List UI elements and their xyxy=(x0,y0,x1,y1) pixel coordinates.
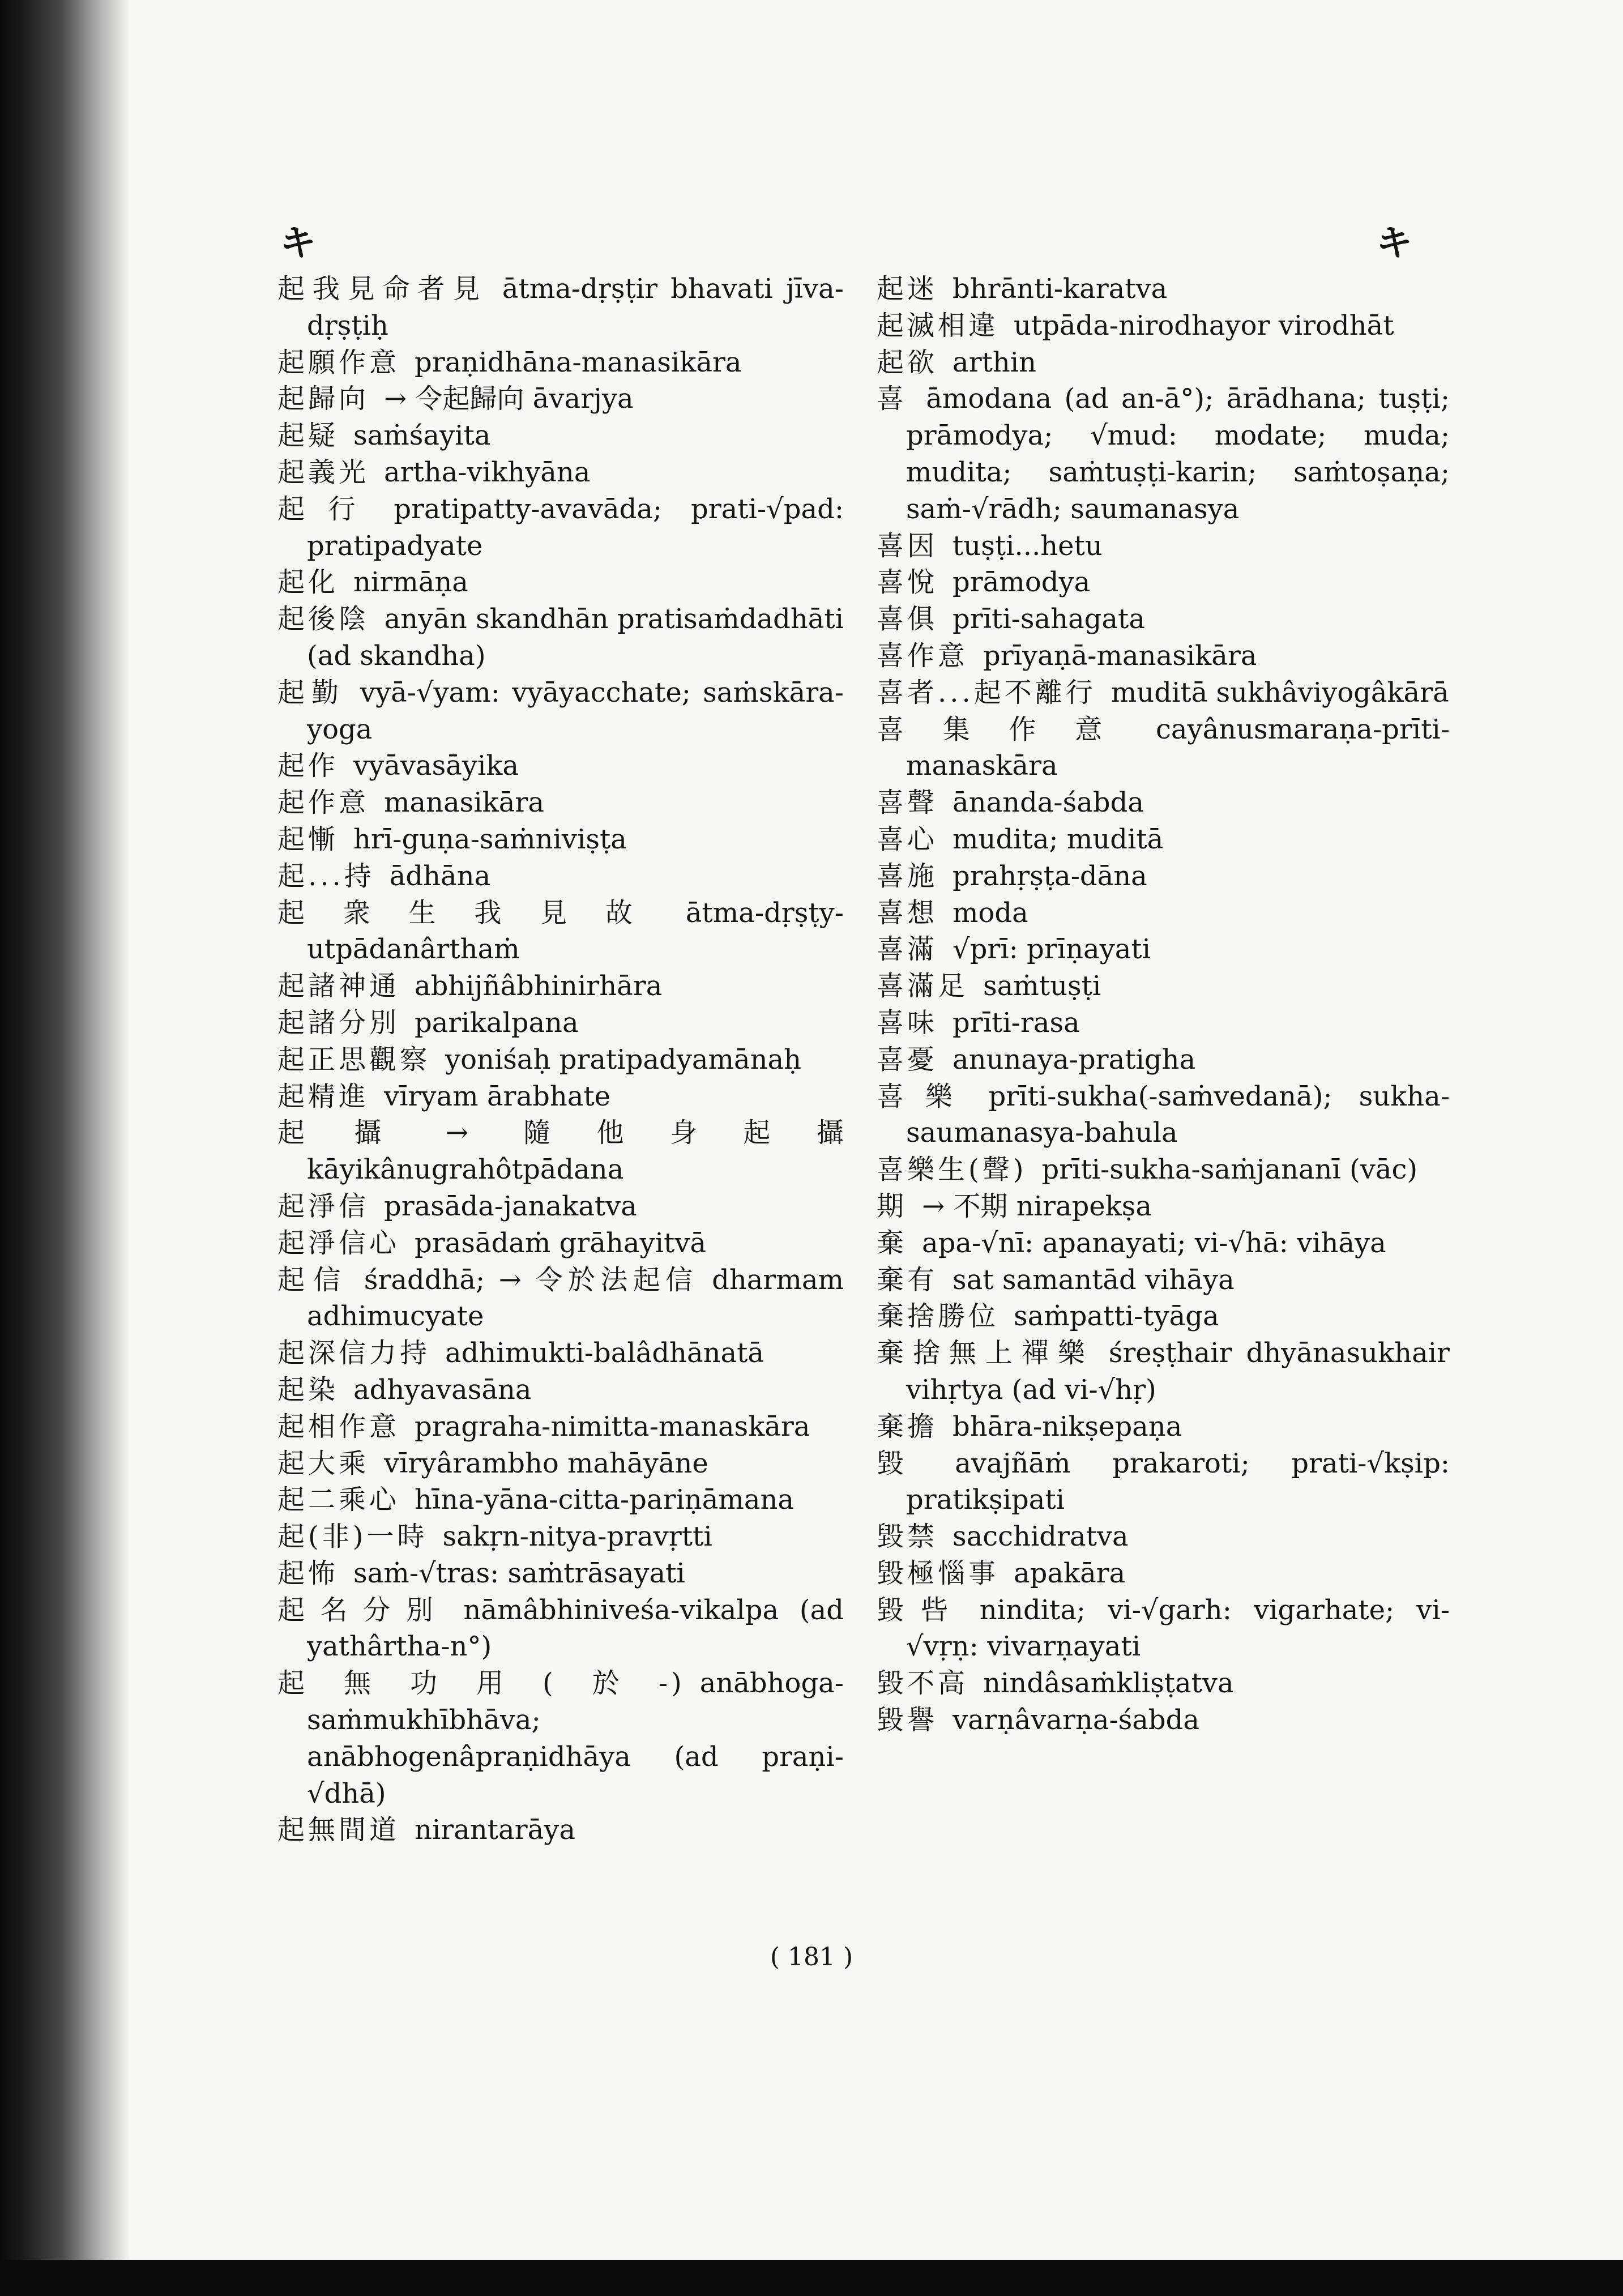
entry-headword: 起化 xyxy=(277,566,339,599)
entry-headword: 起勤 xyxy=(277,676,345,709)
entry-headword: 起衆生我見故 xyxy=(277,897,671,929)
entry-sanskrit-gloss: → 令起歸向 āvarjya xyxy=(384,383,634,415)
dictionary-entry xyxy=(877,858,1450,895)
entry-headword: 喜心 xyxy=(877,823,938,855)
entry-headword: 起歸向 xyxy=(277,383,370,415)
entry-headword: 喜味 xyxy=(877,1006,938,1039)
entry-headword: 喜作意 xyxy=(877,639,969,672)
entry-sanskrit-gloss: √prī: prīṇayati xyxy=(953,933,1151,966)
dictionary-entry xyxy=(877,308,1450,344)
dictionary-entry xyxy=(277,675,844,748)
dictionary-entry xyxy=(277,1555,844,1592)
entry-headword: 喜滿 xyxy=(877,933,938,966)
entry-sanskrit-gloss: vīryârambho mahāyāne xyxy=(384,1447,708,1479)
entry-sanskrit-gloss: apa-√nī: apanayati; vi-√hā: vihāya xyxy=(922,1227,1386,1259)
running-header-left: キ xyxy=(280,222,316,264)
entry-sanskrit-gloss: anābhoga-saṁmukhībhāva; anābhogenâpraṇidhāya (ad praṇi-√dhā) xyxy=(307,1667,844,1810)
entry-sanskrit-gloss: prāmodya xyxy=(953,566,1091,599)
dictionary-entry xyxy=(277,1115,844,1188)
entry-headword: 起我見命者見 xyxy=(277,273,488,305)
entry-headword: 起相作意 xyxy=(277,1410,400,1443)
entry-sanskrit-gloss: prasāda-janakatva xyxy=(384,1190,637,1222)
entry-sanskrit-gloss: śraddhā; → 令於法起信 dharmam adhimucyate xyxy=(307,1264,844,1333)
entry-headword: 起願作意 xyxy=(277,346,400,378)
entry-headword: 起二乘心 xyxy=(277,1484,400,1516)
dictionary-entry xyxy=(277,821,844,858)
entry-headword: 起...持 xyxy=(277,860,375,892)
dictionary-entry xyxy=(277,1409,844,1445)
entry-sanskrit-gloss: avajñāṁ prakaroti; prati-√kṣip: pratikṣipati xyxy=(906,1447,1450,1516)
dictionary-entry xyxy=(277,344,844,381)
entry-headword: 喜因 xyxy=(877,530,938,562)
dictionary-entry xyxy=(877,895,1450,932)
dictionary-entry xyxy=(877,1078,1450,1152)
entry-sanskrit-gloss: mudita; muditā xyxy=(953,823,1164,855)
dictionary-entry xyxy=(877,1298,1450,1335)
entry-sanskrit-gloss: āmodana (ad an-ā°); ārādhana; tuṣṭi; prāmodya; √mud: modate; muda; mudita; saṁtuṣṭi-karin; saṁtoṣaṇa; saṁ-√rādh; saumanasya xyxy=(906,383,1450,525)
dictionary-entry xyxy=(877,528,1450,565)
dictionary-entry xyxy=(277,1445,844,1482)
entry-headword: 棄捨勝位 xyxy=(877,1300,1000,1333)
entry-sanskrit-gloss: saṁpatti-tyāga xyxy=(1014,1300,1219,1333)
dictionary-entry xyxy=(277,1665,844,1812)
dictionary-entry xyxy=(277,381,844,417)
entry-sanskrit-gloss: muditā sukhâviyogâkārā xyxy=(1111,676,1449,709)
entry-sanskrit-gloss: apakāra xyxy=(1014,1557,1126,1589)
entry-sanskrit-gloss: prīti-sukha(-saṁvedanā); sukha-saumanasya-bahula xyxy=(906,1080,1450,1149)
entry-sanskrit-gloss: utpāda-nirodhayor virodhāt xyxy=(1014,309,1394,342)
entry-headword: 起無間道 xyxy=(277,1814,400,1846)
dictionary-entry xyxy=(877,711,1450,785)
entry-sanskrit-gloss: → 隨他身起攝 kāyikânugrahôtpādana xyxy=(307,1117,844,1186)
entry-headword: 起欲 xyxy=(877,346,938,378)
dictionary-entry xyxy=(877,1518,1450,1555)
dictionary-entry xyxy=(877,1592,1450,1666)
entry-headword: 起疑 xyxy=(277,420,339,452)
entry-headword: 起大乘 xyxy=(277,1447,370,1479)
dictionary-entry xyxy=(877,1225,1450,1262)
right-column xyxy=(877,271,1450,1739)
entry-sanskrit-gloss: anyān skandhān pratisaṁdadhāti (ad skandha) xyxy=(307,603,844,672)
dictionary-entry xyxy=(277,271,844,344)
dictionary-entry xyxy=(277,1078,844,1115)
entry-headword: 喜 xyxy=(877,383,912,415)
dictionary-entry xyxy=(277,1335,844,1372)
dictionary-entry xyxy=(277,1518,844,1555)
entry-sanskrit-gloss: moda xyxy=(953,897,1028,929)
entry-sanskrit-gloss: saṁśayita xyxy=(353,420,491,452)
entry-headword: 起義光 xyxy=(277,456,370,488)
entry-sanskrit-gloss: → 不期 nirapekṣa xyxy=(922,1190,1152,1222)
entry-sanskrit-gloss: pragraha-nimitta-manaskāra xyxy=(415,1410,810,1443)
entry-headword: 毀不高 xyxy=(877,1667,969,1700)
entry-sanskrit-gloss: saṁtuṣṭi xyxy=(983,970,1101,1002)
entry-headword: 毀譽 xyxy=(877,1704,938,1736)
dictionary-entry xyxy=(877,1409,1450,1445)
entry-sanskrit-gloss: manasikāra xyxy=(384,787,544,819)
entry-sanskrit-gloss: anunaya-pratigha xyxy=(953,1043,1196,1076)
dictionary-entry xyxy=(877,381,1450,527)
dictionary-entry xyxy=(277,1225,844,1262)
dictionary-entry xyxy=(277,417,844,454)
entry-headword: 起名分別 xyxy=(277,1594,449,1626)
entry-headword: 喜施 xyxy=(877,860,938,892)
entry-sanskrit-gloss: vyā-√yam: vyāyacchate; saṁskāra-yoga xyxy=(307,676,844,745)
entry-headword: 喜聲 xyxy=(877,787,938,819)
dictionary-entry xyxy=(277,564,844,601)
entry-sanskrit-gloss: hrī-guṇa-saṁniviṣṭa xyxy=(353,823,627,855)
entry-sanskrit-gloss: prīyaṇā-manasikāra xyxy=(983,639,1257,672)
dictionary-entry xyxy=(277,1372,844,1409)
dictionary-entry xyxy=(877,601,1450,638)
entry-sanskrit-gloss: pratipatty-avavāda; prati-√pad: pratipadyate xyxy=(307,493,844,562)
dictionary-entry xyxy=(277,1482,844,1518)
dictionary-entry xyxy=(277,1262,844,1335)
entry-headword: 喜想 xyxy=(877,897,938,929)
left-column xyxy=(277,271,844,1849)
scan-bottom-border xyxy=(0,2260,1623,2296)
dictionary-entry xyxy=(277,1812,844,1849)
dictionary-entry xyxy=(877,1188,1450,1225)
entry-headword: 起無功用(於-) xyxy=(277,1667,685,1700)
entry-sanskrit-gloss: nirantarāya xyxy=(415,1814,575,1846)
entry-headword: 棄有 xyxy=(877,1264,938,1296)
dictionary-entry xyxy=(877,1665,1450,1702)
dictionary-entry xyxy=(877,784,1450,821)
dictionary-entry xyxy=(877,564,1450,601)
entry-sanskrit-gloss: nāmâbhiniveśa-vikalpa (ad yathârtha-n°) xyxy=(307,1594,844,1663)
entry-sanskrit-gloss: nindâsaṁkliṣṭatva xyxy=(983,1667,1234,1700)
entry-sanskrit-gloss: cayânusmaraṇa-prīti-manaskāra xyxy=(906,713,1450,782)
entry-sanskrit-gloss: sakṛn-nitya-pravṛtti xyxy=(442,1521,712,1553)
dictionary-entry xyxy=(277,1188,844,1225)
entry-sanskrit-gloss: arthin xyxy=(953,346,1037,378)
dictionary-entry xyxy=(277,491,844,565)
entry-headword: 喜滿足 xyxy=(877,970,969,1002)
entry-headword: 起淨信心 xyxy=(277,1227,400,1259)
entry-headword: 毀 xyxy=(877,1447,941,1479)
entry-sanskrit-gloss: sacchidratva xyxy=(953,1521,1129,1553)
entry-headword: 起(非)一時 xyxy=(277,1521,428,1553)
entry-headword: 起深信力持 xyxy=(277,1337,431,1369)
entry-sanskrit-gloss: bhrānti-karatva xyxy=(953,273,1168,305)
entry-sanskrit-gloss: prasādaṁ grāhayitvā xyxy=(415,1227,706,1259)
entry-headword: 毀禁 xyxy=(877,1521,938,1553)
entry-headword: 起後陰 xyxy=(277,603,370,635)
entry-headword: 喜集作意 xyxy=(877,713,1141,745)
dictionary-entry xyxy=(277,1042,844,1078)
entry-headword: 起精進 xyxy=(277,1080,370,1112)
entry-sanskrit-gloss: abhijñâbhinirhāra xyxy=(415,970,663,1002)
dictionary-entry xyxy=(877,1262,1450,1299)
entry-headword: 起迷 xyxy=(877,273,938,305)
entry-headword: 起行 xyxy=(277,493,379,525)
dictionary-entry xyxy=(877,1702,1450,1739)
entry-headword: 起信 xyxy=(277,1264,349,1296)
entry-headword: 起作 xyxy=(277,750,339,782)
entry-sanskrit-gloss: śreṣṭhair dhyānasukhair vihṛtya (ad vi-√hṛ) xyxy=(906,1337,1450,1406)
entry-headword: 喜樂生(聲) xyxy=(877,1154,1027,1186)
dictionary-entry xyxy=(277,748,844,784)
entry-headword: 喜者...起不離行 xyxy=(877,676,1096,709)
entry-sanskrit-gloss: prīti-sahagata xyxy=(953,603,1145,635)
entry-sanskrit-gloss: ādhāna xyxy=(389,860,491,892)
entry-headword: 喜悅 xyxy=(877,566,938,599)
entry-headword: 起淨信 xyxy=(277,1190,370,1222)
dictionary-entry xyxy=(877,1151,1450,1188)
dictionary-entry xyxy=(877,821,1450,858)
entry-headword: 喜俱 xyxy=(877,603,938,635)
entry-headword: 毀極惱事 xyxy=(877,1557,1000,1589)
dictionary-entry xyxy=(277,1005,844,1042)
dictionary-entry xyxy=(277,858,844,895)
entry-headword: 起染 xyxy=(277,1373,339,1406)
entry-sanskrit-gloss: tuṣṭi...hetu xyxy=(953,530,1103,562)
dictionary-entry xyxy=(877,271,1450,308)
entry-headword: 起正思觀察 xyxy=(277,1043,431,1076)
entry-sanskrit-gloss: saṁ-√tras: saṁtrāsayati xyxy=(353,1557,685,1589)
dictionary-entry xyxy=(277,784,844,821)
entry-sanskrit-gloss: ātma-dṛṣṭy-utpādanârthaṁ xyxy=(307,897,844,966)
entry-sanskrit-gloss: hīna-yāna-citta-pariṇāmana xyxy=(415,1484,794,1516)
entry-sanskrit-gloss: prahṛṣṭa-dāna xyxy=(953,860,1147,892)
entry-sanskrit-gloss: ānanda-śabda xyxy=(953,787,1144,819)
dictionary-entry xyxy=(277,601,844,675)
entry-headword: 起攝 xyxy=(277,1117,432,1149)
entry-sanskrit-gloss: varṇâvarṇa-śabda xyxy=(953,1704,1199,1736)
entry-headword: 起諸分別 xyxy=(277,1006,400,1039)
running-header-right: キ xyxy=(1376,222,1412,264)
entry-headword: 起諸神通 xyxy=(277,970,400,1002)
page-number: ( 181 ) xyxy=(770,1943,853,1971)
entry-sanskrit-gloss: ātma-dṛṣṭir bhavati jīva-dṛṣṭiḥ xyxy=(307,273,844,342)
dictionary-entry xyxy=(877,968,1450,1005)
entry-sanskrit-gloss: sat samantād vihāya xyxy=(953,1264,1235,1296)
entry-sanskrit-gloss: nindita; vi-√garh: vigarhate; vi-√vṛṇ: vivarṇayati xyxy=(906,1594,1450,1663)
entry-headword: 喜樂 xyxy=(877,1080,974,1112)
entry-headword: 棄擔 xyxy=(877,1410,938,1443)
dictionary-entry xyxy=(877,1042,1450,1078)
scan-edge-shadow xyxy=(0,0,130,2260)
entry-headword: 起怖 xyxy=(277,1557,339,1589)
entry-sanskrit-gloss: parikalpana xyxy=(415,1006,579,1039)
entry-headword: 毀呰 xyxy=(877,1594,965,1626)
dictionary-entry xyxy=(277,1592,844,1666)
entry-headword: 喜憂 xyxy=(877,1043,938,1076)
entry-headword: 起作意 xyxy=(277,787,370,819)
entry-sanskrit-gloss: bhāra-nikṣepaṇa xyxy=(953,1410,1182,1443)
entry-headword: 期 xyxy=(877,1190,908,1222)
dictionary-entry xyxy=(277,454,844,491)
dictionary-entry xyxy=(877,675,1450,711)
dictionary-entry xyxy=(877,344,1450,381)
dictionary-entry xyxy=(877,931,1450,968)
entry-sanskrit-gloss: prīti-rasa xyxy=(953,1006,1080,1039)
dictionary-entry xyxy=(877,1445,1450,1519)
entry-sanskrit-gloss: prīti-sukha-saṁjananī (vāc) xyxy=(1041,1154,1418,1186)
dictionary-entry xyxy=(877,1005,1450,1042)
dictionary-entry xyxy=(877,1555,1450,1592)
entry-sanskrit-gloss: vyāvasāyika xyxy=(353,750,519,782)
entry-sanskrit-gloss: adhyavasāna xyxy=(353,1373,532,1406)
entry-sanskrit-gloss: praṇidhāna-manasikāra xyxy=(415,346,742,378)
entry-headword: 棄 xyxy=(877,1227,908,1259)
entry-headword: 棄捨無上禪樂 xyxy=(877,1337,1094,1369)
dictionary-entry xyxy=(277,968,844,1005)
entry-headword: 起滅相違 xyxy=(877,309,1000,342)
dictionary-entry xyxy=(877,638,1450,675)
entry-sanskrit-gloss: yoniśaḥ pratipadyamānaḥ xyxy=(445,1043,802,1076)
entry-sanskrit-gloss: adhimukti-balâdhānatā xyxy=(445,1337,764,1369)
entry-headword: 起慚 xyxy=(277,823,339,855)
dictionary-entry xyxy=(877,1335,1450,1409)
entry-sanskrit-gloss: nirmāṇa xyxy=(353,566,468,599)
entry-sanskrit-gloss: vīryam ārabhate xyxy=(384,1080,611,1112)
dictionary-entry xyxy=(277,895,844,968)
entry-sanskrit-gloss: artha-vikhyāna xyxy=(384,456,591,488)
